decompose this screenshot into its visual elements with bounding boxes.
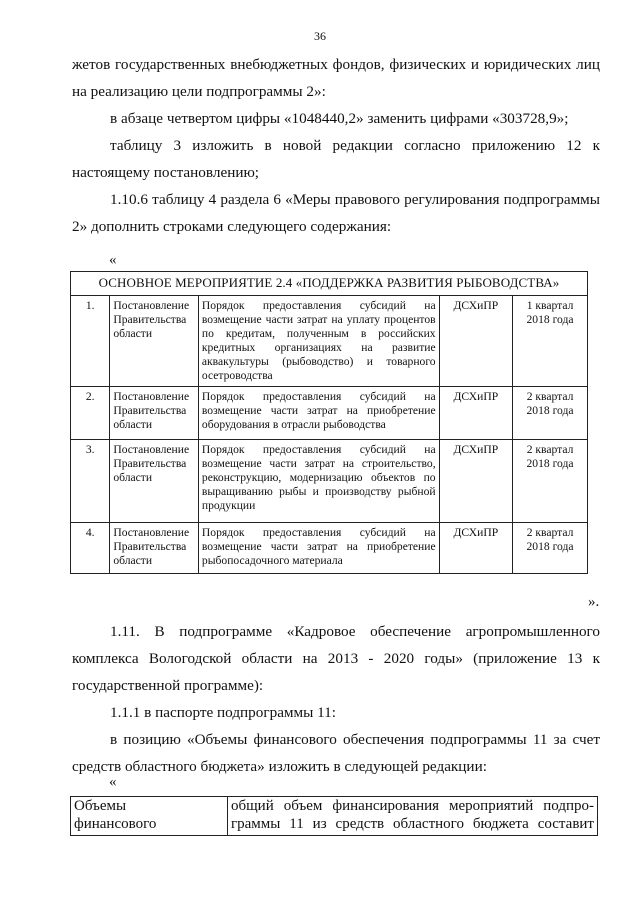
- table-header: ОСНОВНОЕ МЕРОПРИЯТИЕ 2.4 «ПОДДЕРЖКА РАЗВИТИЯ РЫБОВОДСТВА»: [71, 272, 588, 296]
- paragraph-3: таблицу 3 изложить в новой редакции согласно приложению 12 к настоящему постановлению;: [72, 137, 600, 181]
- document-type: Постановление Правительства области: [110, 296, 199, 387]
- measures-table: [70, 271, 588, 574]
- position-value: [228, 797, 598, 836]
- row-number: 2.: [71, 387, 110, 440]
- deadline: 1 квартал 2018 года: [513, 296, 588, 387]
- row-number: 1.: [71, 296, 110, 387]
- measure-description: Порядок предоставления субсидий на возмещение части затрат на строительство, реконструкцию, модернизацию объектов по выращиванию рыбы и производству рыбной продукции: [198, 440, 439, 523]
- deadline: 2 квартал 2018 года: [513, 523, 588, 574]
- paragraph-5: 1.11. В подпрограмме «Кадровое обеспечение агропромышленного комплекса Вологодской области на 2013 - 2020 годы» (приложение 13 к государственной программе):: [72, 623, 600, 694]
- paragraph-7: в позицию «Объемы финансового обеспечения подпрограммы 11 за счет средств областного бюджета» изложить в следующей редакции:: [72, 731, 600, 775]
- document-type: Постановление Правительства области: [110, 523, 199, 574]
- opening-quote-2: «: [109, 774, 117, 790]
- deadline: 2 квартал 2018 года: [513, 387, 588, 440]
- table-row: [71, 296, 588, 387]
- table-row: [71, 440, 588, 523]
- position-label-line-2: финансового: [74, 816, 157, 832]
- table-row: [71, 523, 588, 574]
- position-value-line-2: граммы 11 из средств областного бюджета составит: [231, 816, 594, 832]
- paragraph-4: 1.10.6 таблицу 4 раздела 6 «Меры правового регулирования подпрограммы 2» дополнить строками следующего содержания:: [72, 191, 600, 235]
- passport-table: [70, 796, 598, 836]
- document-type: Постановление Правительства области: [110, 440, 199, 523]
- row-number: 4.: [71, 523, 110, 574]
- executor: ДСХиПР: [439, 387, 512, 440]
- row-number: 3.: [71, 440, 110, 523]
- paragraph-6: 1.1.1 в паспорте подпрограммы 11:: [110, 704, 336, 721]
- measure-description: Порядок предоставления субсидий на возмещение части затрат на уплату процентов по кредитам, полученным в российских кредитных организациях на развитие аквакультуры (рыбоводство) и товарного осетроводства: [198, 296, 439, 387]
- table-row: [71, 797, 598, 836]
- paragraph-1: жетов государственных внебюджетных фондов, физических и юридических лиц на реализацию цели подпрограммы 2»:: [72, 56, 600, 100]
- measure-description: Порядок предоставления субсидий на возмещение части затрат на приобретение оборудования в отрасли рыбоводства: [198, 387, 439, 440]
- closing-quote: ».: [588, 594, 600, 610]
- executor: ДСХиПР: [439, 296, 512, 387]
- page-number: 36: [314, 29, 326, 43]
- table-row: [71, 387, 588, 440]
- executor: ДСХиПР: [439, 523, 512, 574]
- document-type: Постановление Правительства области: [110, 387, 199, 440]
- paragraph-2: в абзаце четвертом цифры «1048440,2» заменить цифрами «303728,9»;: [110, 110, 569, 127]
- position-value-line-1: общий объем финансирования мероприятий подпро-: [231, 798, 594, 814]
- opening-quote: «: [109, 252, 117, 268]
- position-label-line-1: Объемы: [74, 798, 127, 814]
- position-label: [71, 797, 228, 836]
- table-header-row: [71, 272, 588, 296]
- deadline: 2 квартал 2018 года: [513, 440, 588, 523]
- executor: ДСХиПР: [439, 440, 512, 523]
- measure-description: Порядок предоставления субсидий на возмещение части затрат на приобретение рыбопосадочного материала: [198, 523, 439, 574]
